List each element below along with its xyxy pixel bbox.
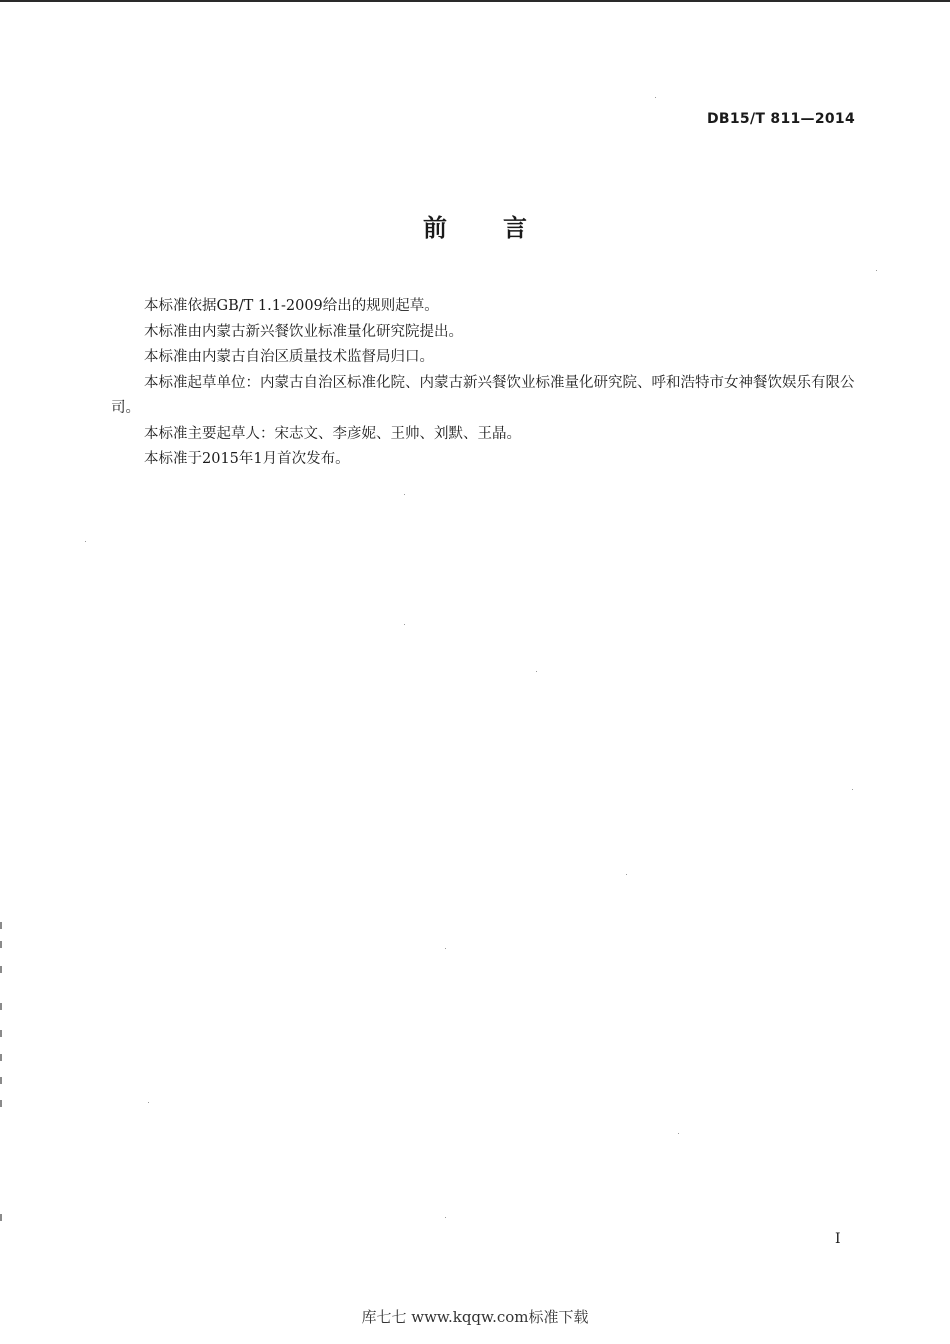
page-number: I	[835, 1231, 841, 1247]
scan-margin-mark	[0, 922, 2, 929]
scan-speck	[445, 948, 446, 949]
scan-margin-mark	[0, 1003, 2, 1010]
scan-speck	[85, 541, 86, 542]
scan-speck	[655, 97, 656, 98]
paragraph: 本标准于2015年1月首次发布。	[144, 451, 350, 467]
scan-speck	[148, 1102, 149, 1103]
scan-speck	[678, 1133, 679, 1134]
scan-margin-mark	[0, 1214, 2, 1221]
paragraph: 本标准起草单位：内蒙古自治区标准化院、内蒙古新兴餐饮业标准量化研究院、呼和浩特市女神餐饮娱乐有限公司。	[111, 374, 855, 416]
footer-watermark: 库七七 www.kqqw.com标准下载	[361, 1308, 589, 1326]
paragraph: 本标准由内蒙古自治区质量技术监督局归口。	[144, 349, 434, 365]
scan-margin-mark	[0, 1054, 2, 1061]
scan-speck	[626, 874, 627, 875]
paragraph: 本标准依据GB/T 1.1-2009给出的规则起草。	[144, 298, 439, 314]
paragraph: 木标准由内蒙古新兴餐饮业标准量化研究院提出。	[144, 323, 463, 340]
document-code: DB15/T 811—2014	[707, 111, 855, 127]
scan-speck	[536, 671, 537, 672]
scan-margin-mark	[0, 966, 2, 973]
page-top-edge	[0, 0, 950, 2]
scan-margin-mark	[0, 1100, 2, 1107]
scan-speck	[852, 789, 853, 790]
body-text	[111, 294, 857, 473]
scan-speck	[876, 270, 877, 271]
scan-margin-mark	[0, 941, 2, 948]
page-heading: 前言	[423, 214, 583, 242]
scan-speck	[445, 1217, 446, 1218]
scan-margin-mark	[0, 1030, 2, 1037]
scan-speck	[404, 494, 405, 495]
paragraph: 本标准主要起草人：宋志文、李彦妮、王帅、刘默、王晶。	[144, 425, 521, 442]
scan-speck	[404, 624, 405, 625]
scan-margin-mark	[0, 1077, 2, 1084]
